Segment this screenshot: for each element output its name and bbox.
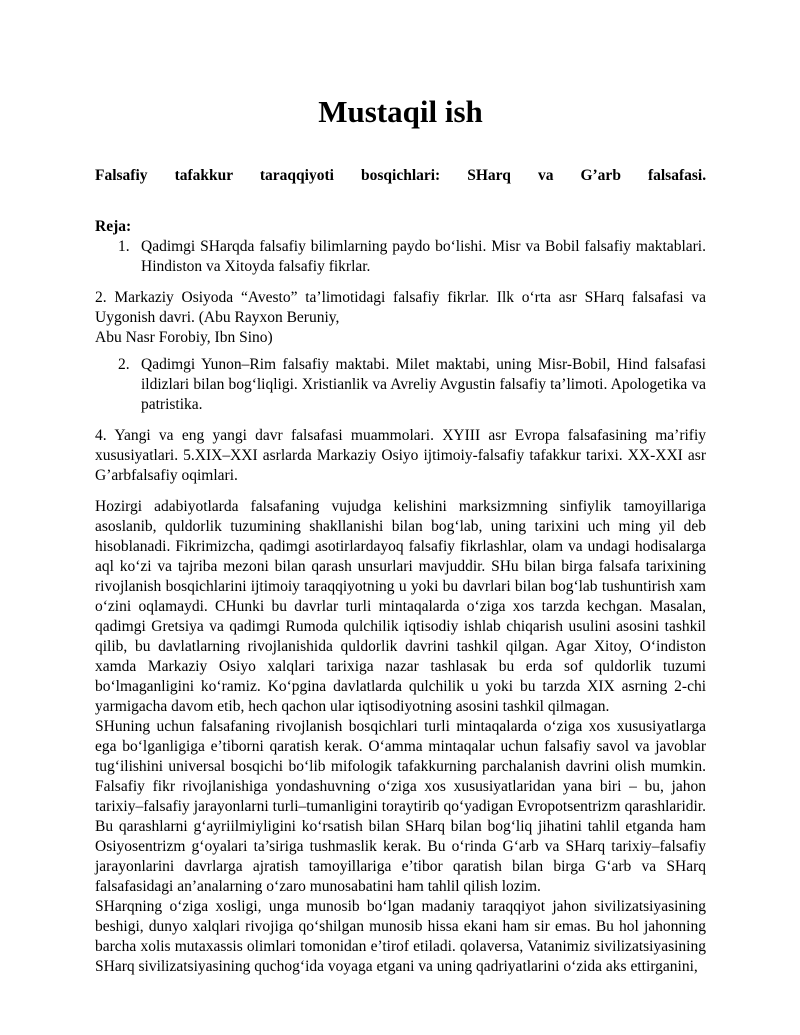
- plan-item-1: [95, 237, 706, 277]
- plan-paragraph-2-line2: Abu Nasr Forobiy, Ibn Sino): [95, 329, 273, 346]
- subtitle-word: bosqichlari:: [360, 167, 441, 184]
- subtitle-word: tafakkur: [174, 167, 233, 184]
- subtitle-word: Falsafiy: [95, 167, 148, 184]
- plan-paragraph-4: [95, 426, 706, 486]
- plan-paragraph-2: [95, 288, 706, 348]
- subtitle-word: G’arb: [580, 167, 621, 184]
- plan-item-text: Qadimgi Yunon–Rim falsafiy maktabi. Milet maktabi, uning Misr-Bobil, Hind falsafasi ildizlari bilan bog‘liqligi. Xristianlik va Avreliy Avgustin falsafiy ta’limoti. Apologetika va patristika.: [141, 356, 706, 413]
- body-paragraph-1: Hozirgi adabiyotlarda falsafaning vujudga kelishini marksizmning sinfiylik tamoyillariga asoslanib, quldorlik tuzumining shakllanishi bilan bog‘lab, uning tarixini uch ming yil deb hisoblanadi. Fikrimizcha, qadimgi asotirlardayoq falsafiy fikrlashlar, olam va undagi hodisalarga aql ko‘zi va tajriba mezoni bilan qarash unsurlari mavjuddir. SHu bilan birga falsafa tarixining rivojlanish bosqichlarini ijtimoiy taraqqiyotning u yoki bu davrlari bilan bog‘lab tushuntirish xam o‘zini oqlamaydi. CHunki bu davrlar turli mintaqalarda o‘ziga xos tarzda kechgan. Masalan, qadimgi Gretsiya va qadimgi Rumoda qulchilik iqtisodiy ishlab chiqarish usulini asosini tashkil qilib, bu davlatlarning rivojlanishida quldorlik davrini tashkil qilgan. Agar Xitoy, O‘indiston xamda Markaziy Osiyo xalqlari tarixiga nazar tashlasak bu erda sof quldorlik tuzumi bo‘lmaganligini ko‘ramiz. Ko‘pgina davlatlarda qulchilik u yoki bu tarzda XIX asrning 2-chi yarmigacha davom etib, hech qachon ular iqtisodiyotning asosini tashkil qilmagan.: [95, 498, 706, 715]
- subtitle-word: falsafasi.: [647, 167, 707, 184]
- plan-item-number: 1.: [118, 238, 130, 255]
- plan-item-3: [95, 355, 706, 415]
- plan-item-number: 2.: [118, 356, 130, 373]
- subtitle-word: SHarq: [467, 167, 511, 184]
- document-subtitle: [95, 166, 706, 186]
- body-text: [95, 497, 706, 977]
- page-title: Mustaqil ish: [318, 94, 483, 129]
- plan-paragraph-4-text: 4. Yangi va eng yangi davr falsafasi muammolari. XYIII asr Evropa falsafasining ma’rifiy xususiyatlari. 5.XIX–XXI asrlarda Markaziy Osiyo ijtimoiy-falsafiy tafakkur tarixi. XX-XXI asr G’arbfalsafiy oqimlari.: [95, 427, 706, 484]
- plan-item-text: Qadimgi SHarqda falsafiy bilimlarning paydo bo‘lishi. Misr va Bobil falsafiy maktablari. Hindiston va Xitoyda falsafiy fikrlar.: [141, 238, 706, 275]
- plan-paragraph-2-line1: 2. Markaziy Osiyoda “Avesto” ta’limotidagi falsafiy fikrlar. Ilk o‘rta asr SHarq falsafasi va Uygonish davri. (Abu Rayxon Beruniy,: [95, 289, 706, 326]
- subtitle-word: taraqqiyoti: [259, 167, 334, 184]
- subtitle-word: va: [537, 167, 554, 184]
- plan-heading: Reja:: [95, 218, 132, 235]
- body-paragraph-3: SHarqning o‘ziga xosligi, unga munosib bo‘lgan madaniy taraqqiyot jahon sivilizatsiyasining beshigi, dunyo xalqlari rivojiga qo‘shilgan munosib hissa ekani ham sir emas. Bu hol jahonning barcha xolis mutaxassis olimlari tomonidan e’tirof etiladi. qolaversa, Vatanimiz sivilizatsiyasining SHarq sivilizatsiyasining quchog‘ida voyaga etgani va uning qadriyatlarini o‘zida aks ettirganini,: [95, 898, 706, 975]
- body-paragraph-2: SHuning uchun falsafaning rivojlanish bosqichlari turli mintaqalarda o‘ziga xos xususiyatlarga ega bo‘lganligiga e’tiborni qaratish kerak. O‘amma mintaqalar uchun falsafiy savol va javoblar tug‘ilishini universal bosqichi bo‘lib mifologik tafakkurning parchalanish davrini olish mumkin. Falsafiy fikr rivojlanishiga yondashuvning o‘ziga xos xususiyatlaridan yana biri – bu, jahon tarixiy–falsafiy jarayonlarni turli–tumanligini toraytirib qo‘yadigan Evropotsentrizm qarashlaridir. Bu qarashlarni g‘ayriilmiyligini ko‘rsatish bilan SHarq bilan bog‘liq jihatini tahlil etganda ham Osiyosentrizm g‘oyalari ta’siriga tushmaslik kerak. Bu o‘rinda G‘arb va SHarq tarixiy–falsafiy jarayonlarini davrlarga ajratish tamoyillariga e’tibor qaratish bilan birga G‘arb va SHarq falsafasidagi an’analarning o‘zaro munosabatini ham tahlil qilish lozim.: [95, 718, 706, 895]
